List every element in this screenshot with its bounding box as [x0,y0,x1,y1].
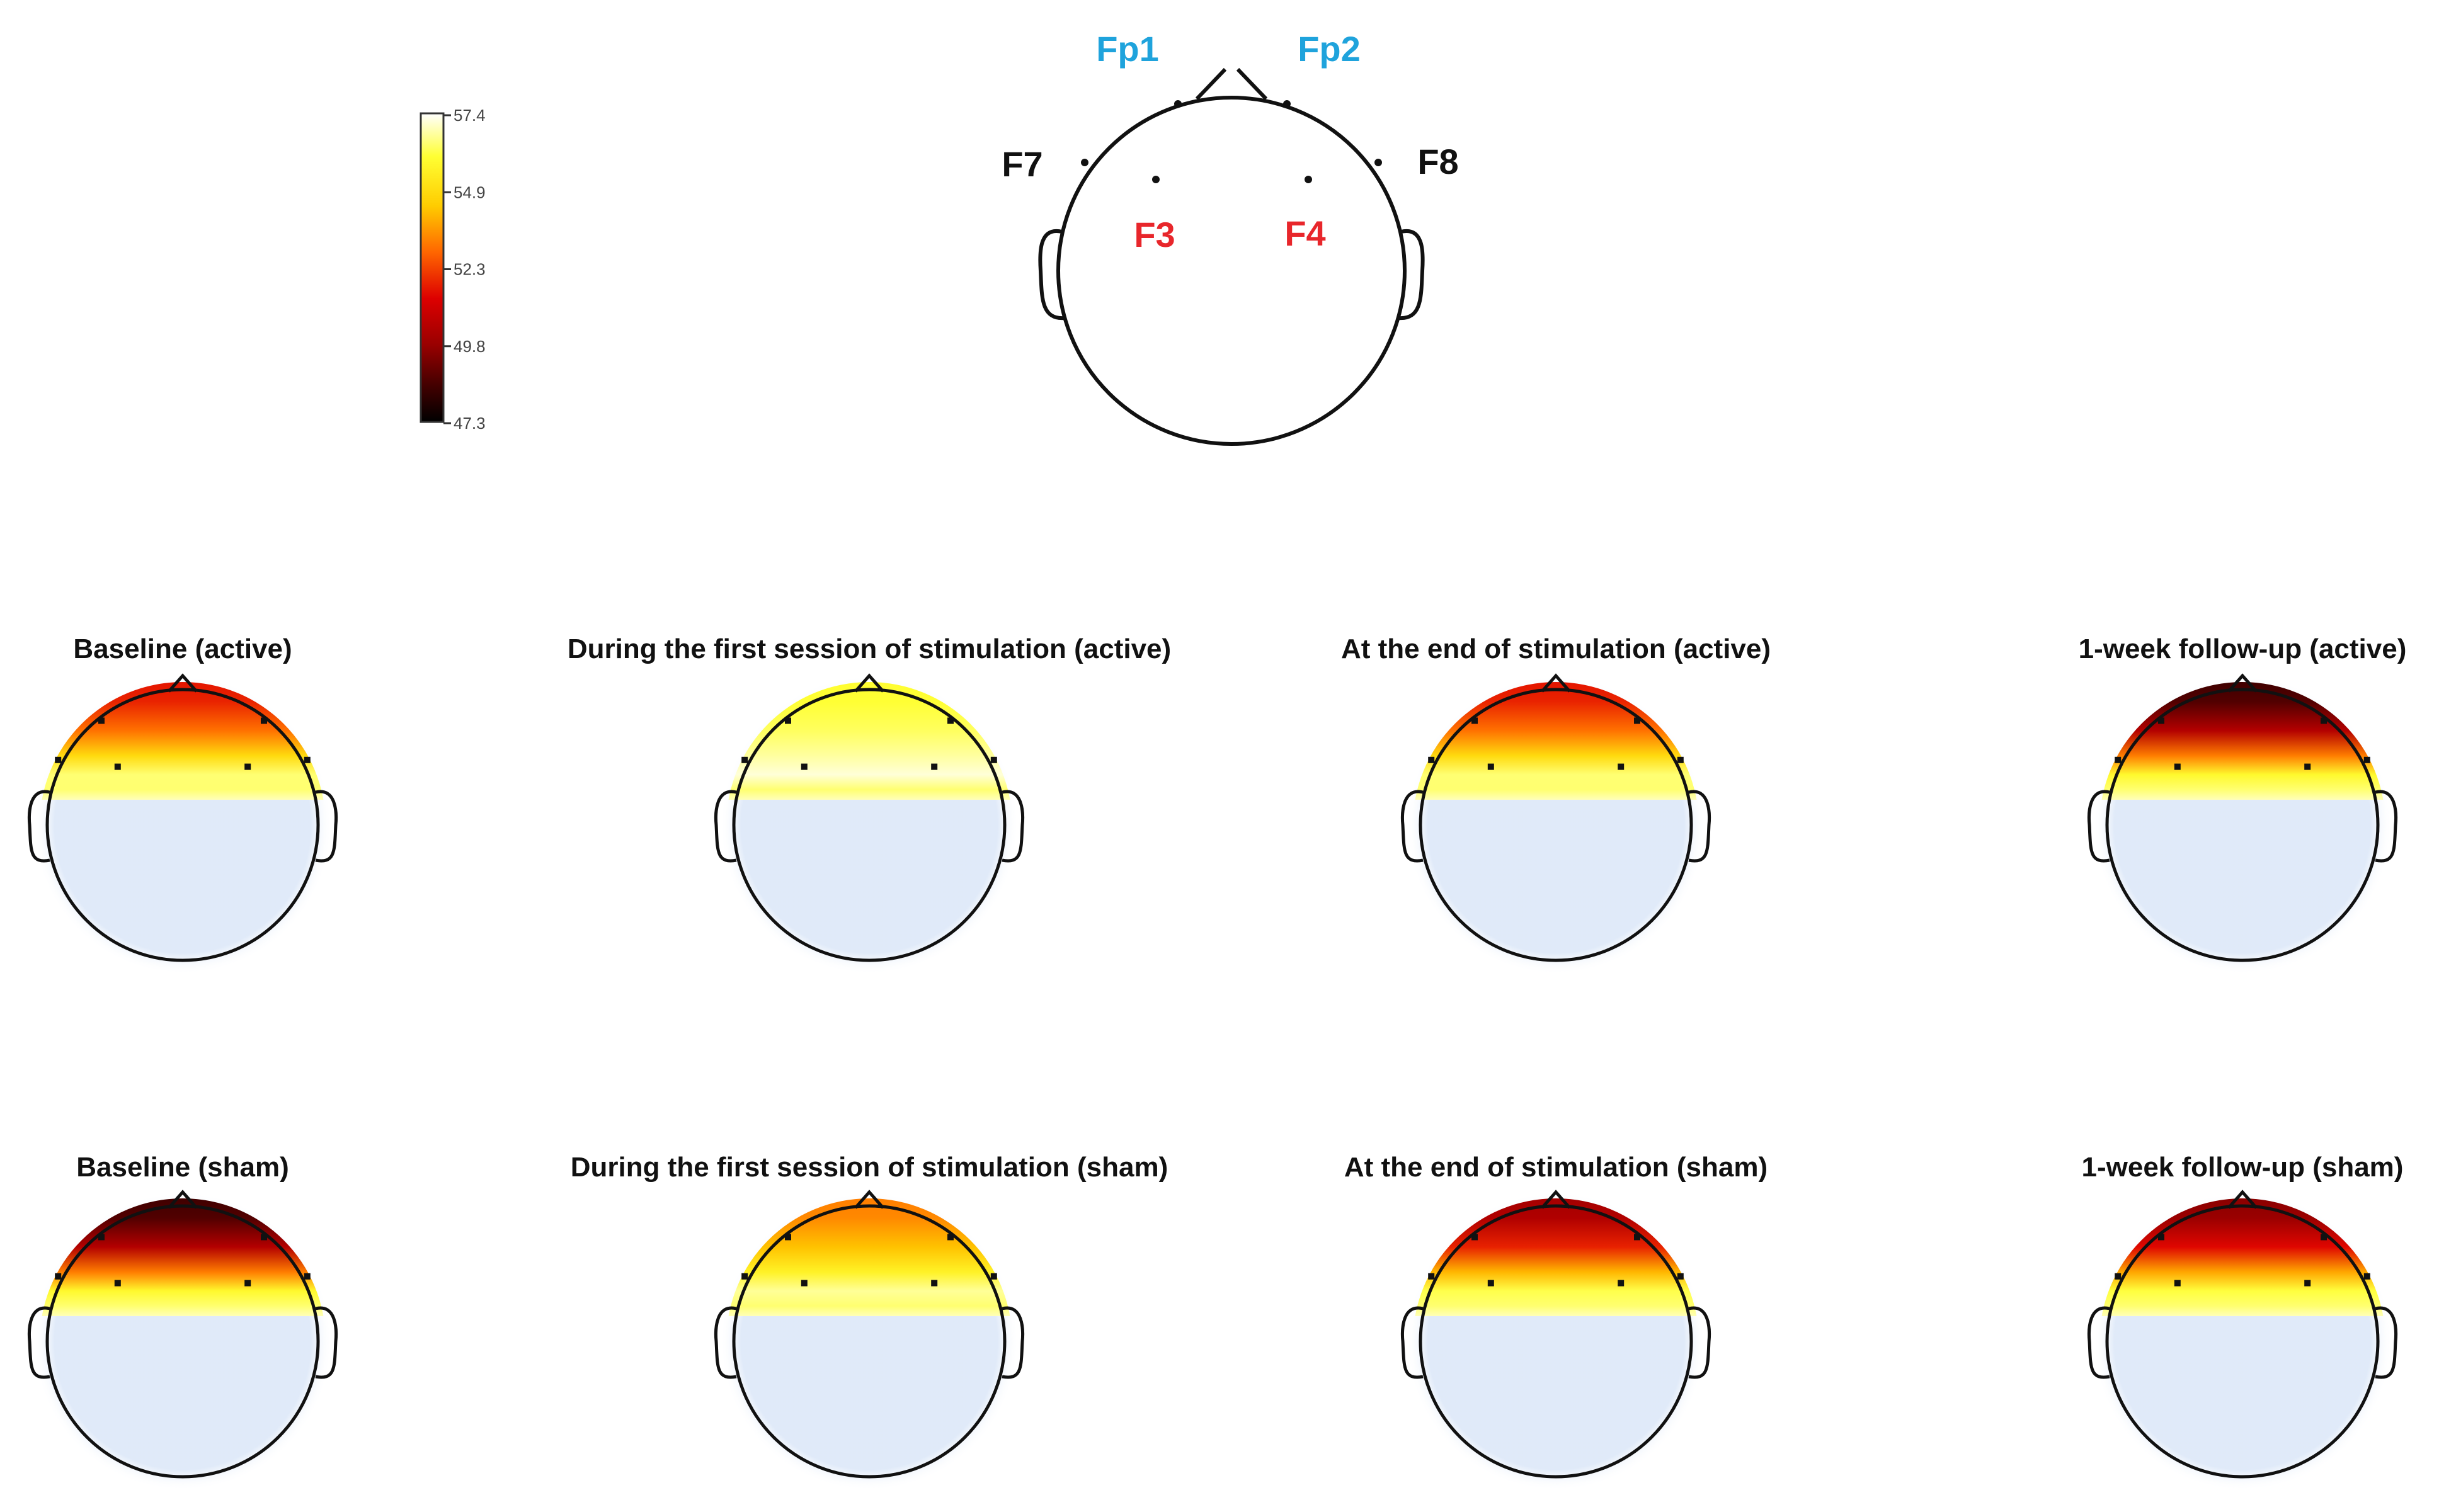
topomap-panel [1341,634,1771,974]
electrode-marker [1634,1234,1640,1240]
electrode-marker [2304,764,2310,770]
colorbar-tick-label: 47.3 [454,414,486,433]
electrode-marker [1677,1273,1684,1280]
electrode-marker [304,757,311,763]
topomap-panel [2079,634,2407,974]
colorbar-gradient [421,113,443,422]
electrode-label-fp2: Fp2 [1298,29,1361,69]
activation-heatmap [31,1190,334,1316]
electrode-marker [2364,757,2370,763]
topomap-panel [29,1152,336,1491]
activation-heatmap [2091,1190,2394,1316]
electrode-marker [244,1280,251,1287]
electrode-marker [1618,764,1624,770]
topomap-panel [29,634,336,974]
activation-heatmap [718,674,1020,800]
electrode-marker [2321,1234,2327,1240]
activation-heatmap [2091,674,2394,800]
topomap-panel [1344,1152,1768,1491]
electrode-marker [244,764,251,770]
electrode-reference-map [1002,29,1458,444]
electrode-marker [55,757,61,763]
electrode-marker [931,764,937,770]
electrode-marker [261,717,267,724]
electrode-marker [1428,1273,1434,1280]
electrode-label-fp1: Fp1 [1096,29,1159,69]
topomap-grid [29,634,2406,1491]
electrode-marker [1618,1280,1624,1287]
electrode-dot-fp1 [1174,100,1182,108]
colorbar [421,106,486,433]
electrode-marker [1677,757,1684,763]
reference-nose [1197,69,1266,99]
electrode-marker [2115,757,2121,763]
panel-title: Baseline (active) [73,634,292,664]
panel-title: During the first session of stimulation (sham) [570,1152,1168,1183]
activation-heatmap [718,1190,1020,1316]
electrode-dot-fp2 [1283,100,1291,108]
panel-title: Baseline (sham) [76,1152,289,1183]
electrode-marker [785,1234,791,1240]
electrode-marker [991,1273,997,1280]
panel-title: 1-week follow-up (active) [2078,634,2407,664]
electrode-marker [55,1273,61,1280]
electrode-marker [801,1280,808,1287]
panel-title: At the end of stimulation (sham) [1344,1152,1768,1183]
reference-head-outline [1058,98,1405,444]
electrode-marker [2364,1273,2370,1280]
electrode-label-f4: F4 [1284,213,1326,253]
colorbar-tick-label: 49.8 [454,336,486,356]
panel-title: During the first session of stimulation (active) [567,634,1172,664]
electrode-dot-f8 [1374,159,1382,166]
electrode-marker [115,1280,121,1287]
electrode-marker [931,1280,937,1287]
electrode-marker [2321,717,2327,724]
electrode-marker [741,1273,748,1280]
electrode-marker [2115,1273,2121,1280]
electrode-marker [1471,1234,1478,1240]
electrode-marker [947,717,954,724]
electrode-marker [2158,717,2164,724]
activation-heatmap [31,674,334,800]
electrode-marker [2304,1280,2310,1287]
electrode-marker [304,1273,311,1280]
topomap-panel [2082,1152,2404,1491]
electrode-dot-f3 [1152,176,1160,183]
electrode-marker [947,1234,954,1240]
electrode-marker [115,764,121,770]
electrode-marker [1428,757,1434,763]
electrode-label-f7: F7 [1002,144,1043,184]
colorbar-tick-label: 57.4 [454,106,486,125]
colorbar-tick-label: 54.9 [454,183,486,202]
panel-title: 1-week follow-up (sham) [2081,1152,2404,1183]
electrode-marker [991,757,997,763]
panel-title: At the end of stimulation (active) [1340,634,1771,664]
electrode-label-f8: F8 [1417,142,1459,181]
electrode-marker [1488,1280,1494,1287]
electrode-dot-f4 [1305,176,1312,183]
colorbar-tick-label: 52.3 [454,259,486,279]
electrode-marker [1471,717,1478,724]
electrode-marker [1634,717,1640,724]
electrode-marker [1488,764,1494,770]
electrode-marker [2158,1234,2164,1240]
activation-heatmap [1405,1190,1707,1316]
topomap-panel [568,634,1171,974]
electrode-marker [2174,764,2181,770]
electrode-label-f3: F3 [1134,215,1175,254]
electrode-dot-f7 [1081,159,1088,166]
electrode-marker [261,1234,267,1240]
electrode-marker [741,757,748,763]
electrode-marker [98,1234,105,1240]
activation-heatmap [1405,674,1707,800]
electrode-marker [2174,1280,2181,1287]
electrode-marker [785,717,791,724]
colorbar-ticks [443,106,486,433]
topomap-panel [571,1152,1168,1491]
electrode-marker [801,764,808,770]
electrode-marker [98,717,105,724]
